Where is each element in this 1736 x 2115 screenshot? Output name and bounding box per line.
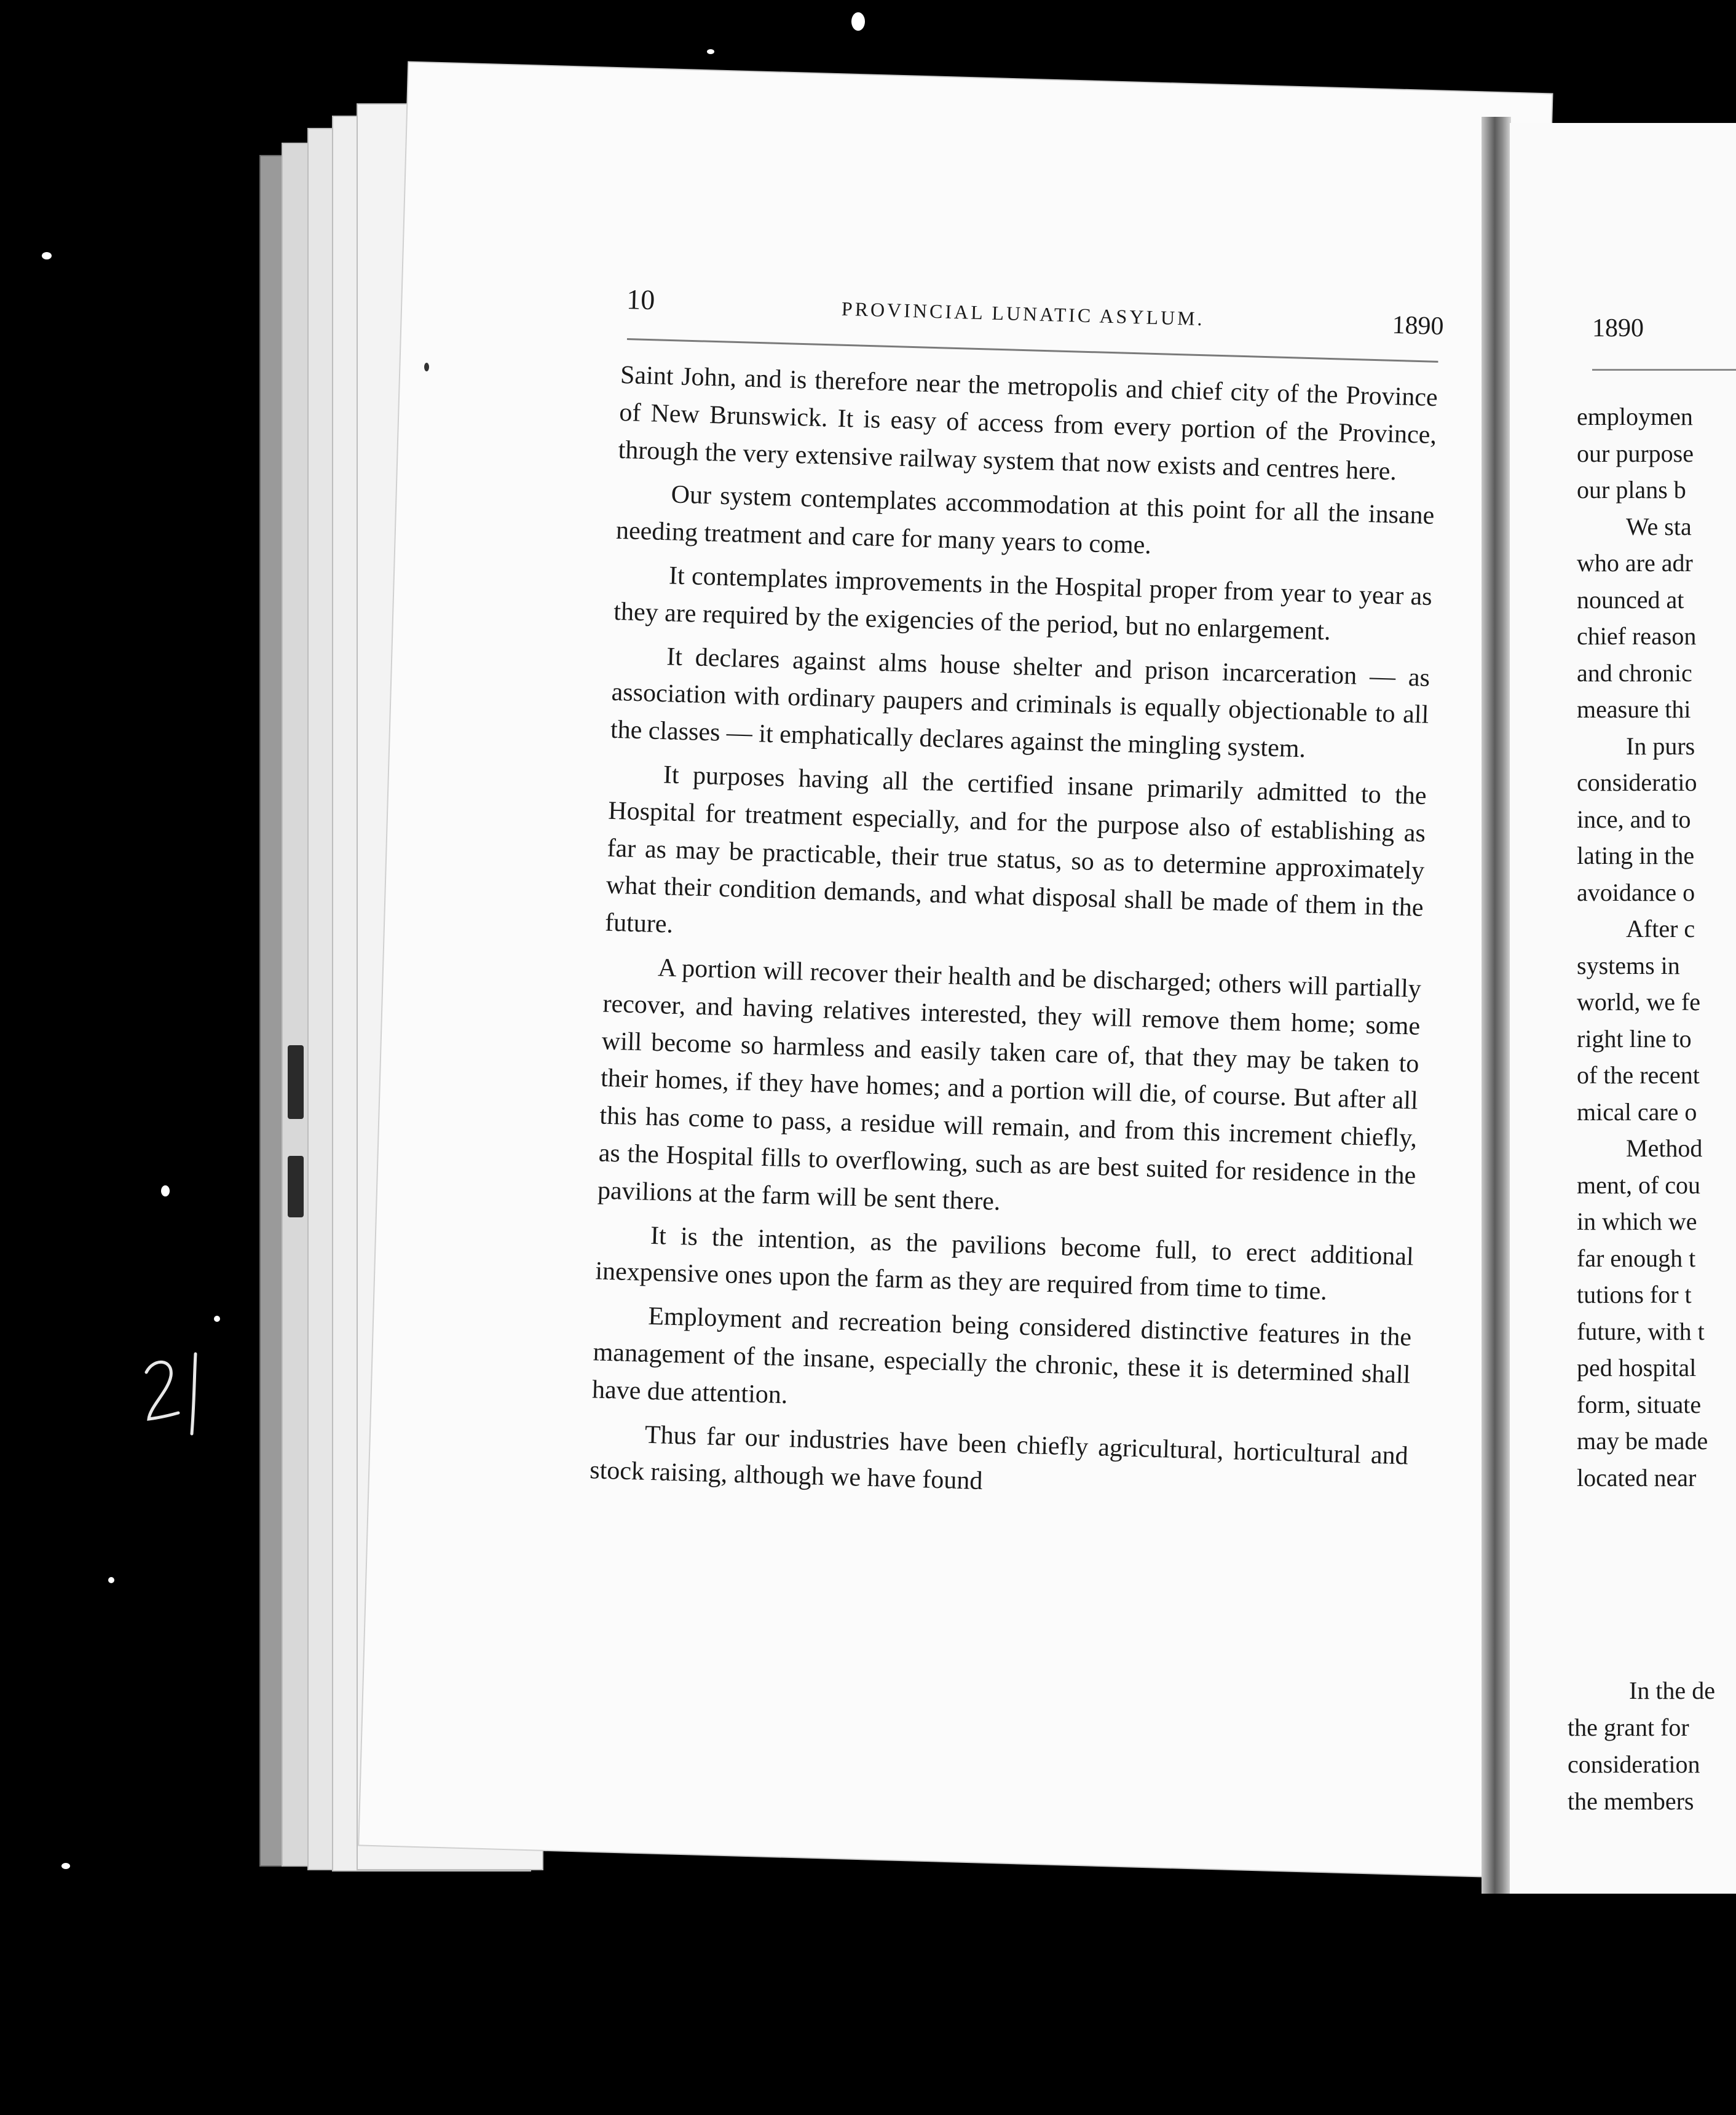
text-line: the grant for [1568, 1714, 1689, 1741]
text-line: right line to [1577, 1024, 1692, 1053]
paragraph: Our system contemplates accommodation at this point for all the insane needing treatment and care for many years to come. [615, 480, 1435, 560]
paragraph: It declares against alms house shelter and prison incarceration — as association with ordinary paupers and criminals is equally objectionable to all the classes — it emphatically declares against the mingling system. [610, 642, 1430, 764]
text-line: may be made [1577, 1427, 1708, 1455]
text-line: Method [1626, 1134, 1703, 1162]
page-number: 10 [626, 283, 655, 316]
text-line: consideratio [1577, 769, 1697, 796]
book-gutter [1482, 117, 1511, 1894]
text-line: located near [1577, 1463, 1697, 1492]
dust-speck [214, 1316, 220, 1322]
right-page-body [1577, 398, 1736, 1496]
text-line: and chronic [1577, 658, 1692, 687]
text-line: In purs [1626, 732, 1695, 760]
text-line: chief reason [1577, 622, 1697, 650]
dust-speck [108, 1577, 114, 1583]
text-line: lating in the [1577, 842, 1695, 869]
right-page-year: 1890 [1592, 314, 1644, 342]
left-page-body [589, 357, 1438, 1519]
text-line: After c [1626, 915, 1695, 943]
paragraph: Employment and recreation being considered distinctive features in the management of the insane, especially the chronic, these it is determined shall have due attention. [591, 1302, 1412, 1409]
page-tab [288, 1045, 304, 1119]
text-line: of the recent [1577, 1061, 1700, 1089]
text-line: far enough t [1577, 1244, 1696, 1272]
text-line: tutions for t [1577, 1281, 1692, 1308]
text-line: who are adr [1577, 549, 1693, 577]
handwritten-margin-note [135, 1340, 215, 1439]
text-line: future, with t [1577, 1317, 1705, 1345]
paragraph: It purposes having all the certified insane primarily admitted to the Hospital for treatment especially, and for the purpose also of establishing as far as may be practicable, their true status, so as to determine approximately what their condition demands, and what disposal shall be made of them in the future. [604, 761, 1427, 939]
text-line: We sta [1626, 512, 1692, 540]
text-line: systems in [1577, 951, 1680, 979]
right-page-section [1568, 1672, 1736, 1820]
dust-speck [42, 252, 52, 259]
text-line: world, we fe [1577, 988, 1701, 1016]
text-line: In the de [1629, 1677, 1715, 1704]
text-line: consideration [1568, 1750, 1700, 1778]
dust-speck [424, 363, 429, 371]
text-line: form, situate [1577, 1390, 1702, 1418]
text-line: mical care o [1577, 1097, 1697, 1126]
running-title: PROVINCIAL LUNATIC ASYLUM. [841, 297, 1205, 330]
paragraph: Saint John, and is therefore near the metropolis and chief city of the Province of New Brunswick. It is easy of access from every portion of the Province, through the very extensive railway system that now exists and centres here. [618, 360, 1438, 486]
page-year: 1890 [1391, 310, 1445, 341]
text-line: our purpose [1577, 439, 1694, 467]
paragraph: It contemplates improvements in the Hospital proper from year to year as they are required by the exigencies of the period, but no enlargement. [613, 561, 1433, 646]
paragraph: Thus far our industries have been chiefly agricultural, horticultural and stock raising, although we have found [589, 1420, 1409, 1496]
text-line: measure thi [1577, 695, 1691, 723]
paragraph: It is the intention, as the pavilions become full, to erect additional inexpensive ones upon the farm as they are required from time to time. [594, 1221, 1414, 1306]
text-line: nounced at [1577, 585, 1684, 614]
text-line: employmen [1577, 403, 1693, 430]
dust-speck [851, 12, 865, 31]
paragraph: A portion will recover their health and be discharged; others will partially recover, and having relatives interested, they will remove them home; some will become so harmless and easily taken care of, that they may be taken to their homes, if they have homes; and a portion will die, of course. But after all this has come to pass, a residue will remain, and from this increment chiefly, as the Hospital fills to overflowing, such as are best suited for residence in the pavilions at the farm will be sent there. [597, 954, 1422, 1216]
right-header-rule [1592, 369, 1736, 371]
text-line: ince, and to [1577, 805, 1691, 833]
text-line: ped hospital [1577, 1354, 1697, 1382]
text-line: our plans b [1577, 476, 1686, 504]
text-line: the members [1568, 1787, 1694, 1815]
text-line: in which we [1577, 1208, 1697, 1235]
dust-speck [61, 1863, 70, 1869]
dust-speck [161, 1185, 170, 1196]
text-line: ment, of cou [1577, 1171, 1701, 1199]
page-tab [288, 1156, 304, 1217]
dust-speck [707, 49, 714, 54]
text-line: avoidance o [1577, 878, 1695, 906]
